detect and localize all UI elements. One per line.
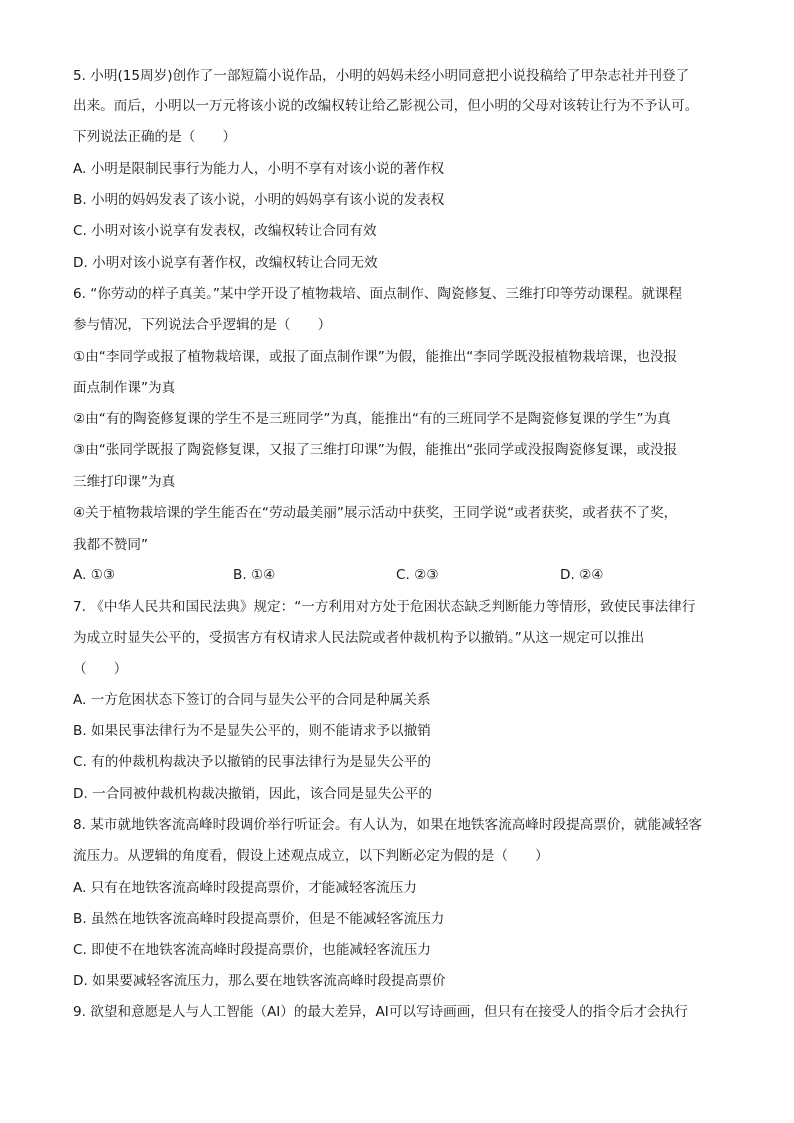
question-8-option-d: D. 如果要减轻客流压力，那么要在地铁客流高峰时段提高票价 (73, 973, 446, 989)
question-5-option-b: B. 小明的妈妈发表了该小说，小明的妈妈享有该小说的发表权 (73, 192, 445, 208)
question-8-option-a: A. 只有在地铁客流高峰时段提高票价，才能减轻客流压力 (73, 880, 417, 896)
question-5-option-c: C. 小明对该小说享有发表权，改编权转让合同有效 (73, 223, 377, 239)
question-7-stem-line-1: 7. 《中华人民共和国民法典》规定：“一方利用对方处于危困状态缺乏判断能力等情形，致使民事法律行 (73, 599, 696, 615)
question-7-option-c: C. 有的仲裁机构裁决予以撤销的民事法律行为是显失公平的 (73, 754, 431, 770)
question-6-statement-1-line-2: 面点制作课”为真 (73, 380, 176, 396)
question-7-option-a: A. 一方危困状态下签订的合同与显失公平的合同是种属关系 (73, 692, 431, 708)
question-8-stem-line-2: 流压力。从逻辑的角度看，假设上述观点成立，以下判断必定为假的是（ ） (73, 848, 549, 864)
question-7-option-d: D. 一合同被仲裁机构裁决撤销，因此，该合同是显失公平的 (73, 786, 432, 802)
question-6-option-b: B. ①④ (233, 567, 276, 583)
question-6-options-row (73, 565, 733, 585)
question-6-option-a: A. ①③ (73, 567, 116, 583)
question-6-stem-line-2: 参与情况，下列说法合乎逻辑的是（ ） (73, 317, 332, 333)
question-6-statement-3-line-2: 三维打印课”为真 (73, 474, 176, 490)
question-5-stem-line-2: 出来。而后，小明以一万元将该小说的改编权转让给乙影视公司，但小明的父母对该转让行为不予认可。 (73, 98, 699, 114)
question-6-statement-4-line-1: ④关于植物栽培课的学生能否在“劳动最美丽”展示活动中获奖，王同学说“或者获奖，或者获不了奖， (73, 505, 678, 521)
question-5-stem-line-1: 5. 小明(15周岁)创作了一部短篇小说作品，小明的妈妈未经小明同意把小说投稿给了甲杂志社并刊登了 (73, 68, 690, 84)
question-6-option-d: D. ②④ (560, 567, 604, 583)
question-7-stem-line-3: （ ） (73, 661, 128, 677)
question-7-option-b: B. 如果民事法律行为不是显失公平的，则不能请求予以撤销 (73, 723, 431, 739)
question-9-stem-line-1: 9. 欲望和意愿是人与人工智能（AI）的最大差异，AI可以写诗画画，但只有在接受人的指令后才会执行 (73, 1004, 688, 1020)
question-6-statement-2: ②由“有的陶瓷修复课的学生不是三班同学”为真，能推出“有的三班同学不是陶瓷修复课的学生”为真 (73, 411, 671, 427)
question-8-option-b: B. 虽然在地铁客流高峰时段提高票价，但是不能减轻客流压力 (73, 911, 445, 927)
question-6-statement-3-line-1: ③由“张同学既报了陶瓷修复课，又报了三维打印课”为假，能推出“张同学或没报陶瓷修复课，或没报 (73, 442, 678, 458)
question-5-option-a: A. 小明是限制民事行为能力人，小明不享有对该小说的著作权 (73, 161, 445, 177)
question-6-statement-1-line-1: ①由“李同学或报了植物栽培课，或报了面点制作课”为假，能推出“李同学既没报植物栽培课，也没报 (73, 349, 678, 365)
question-6-statement-4-line-2: 我都不赞同” (73, 537, 149, 553)
question-5-option-d: D. 小明对该小说享有著作权，改编权转让合同无效 (73, 255, 378, 271)
question-8-stem-line-1: 8. 某市就地铁客流高峰时段调价举行听证会。有人认为，如果在地铁客流高峰时段提高票价，就能减轻客 (73, 817, 703, 833)
question-7-stem-line-2: 为成立时显失公平的，受损害方有权请求人民法院或者仲裁机构予以撤销。”从这一规定可以推出 (73, 630, 645, 646)
question-6-option-c: C. ②③ (396, 567, 439, 583)
question-8-option-c: C. 即使不在地铁客流高峰时段提高票价，也能减轻客流压力 (73, 942, 431, 958)
question-5-stem-line-3: 下列说法正确的是（ ） (73, 129, 237, 145)
question-6-stem-line-1: 6. “你劳动的样子真美。”某中学开设了植物栽培、面点制作、陶瓷修复、三维打印等劳动课程。就课程 (73, 286, 683, 302)
